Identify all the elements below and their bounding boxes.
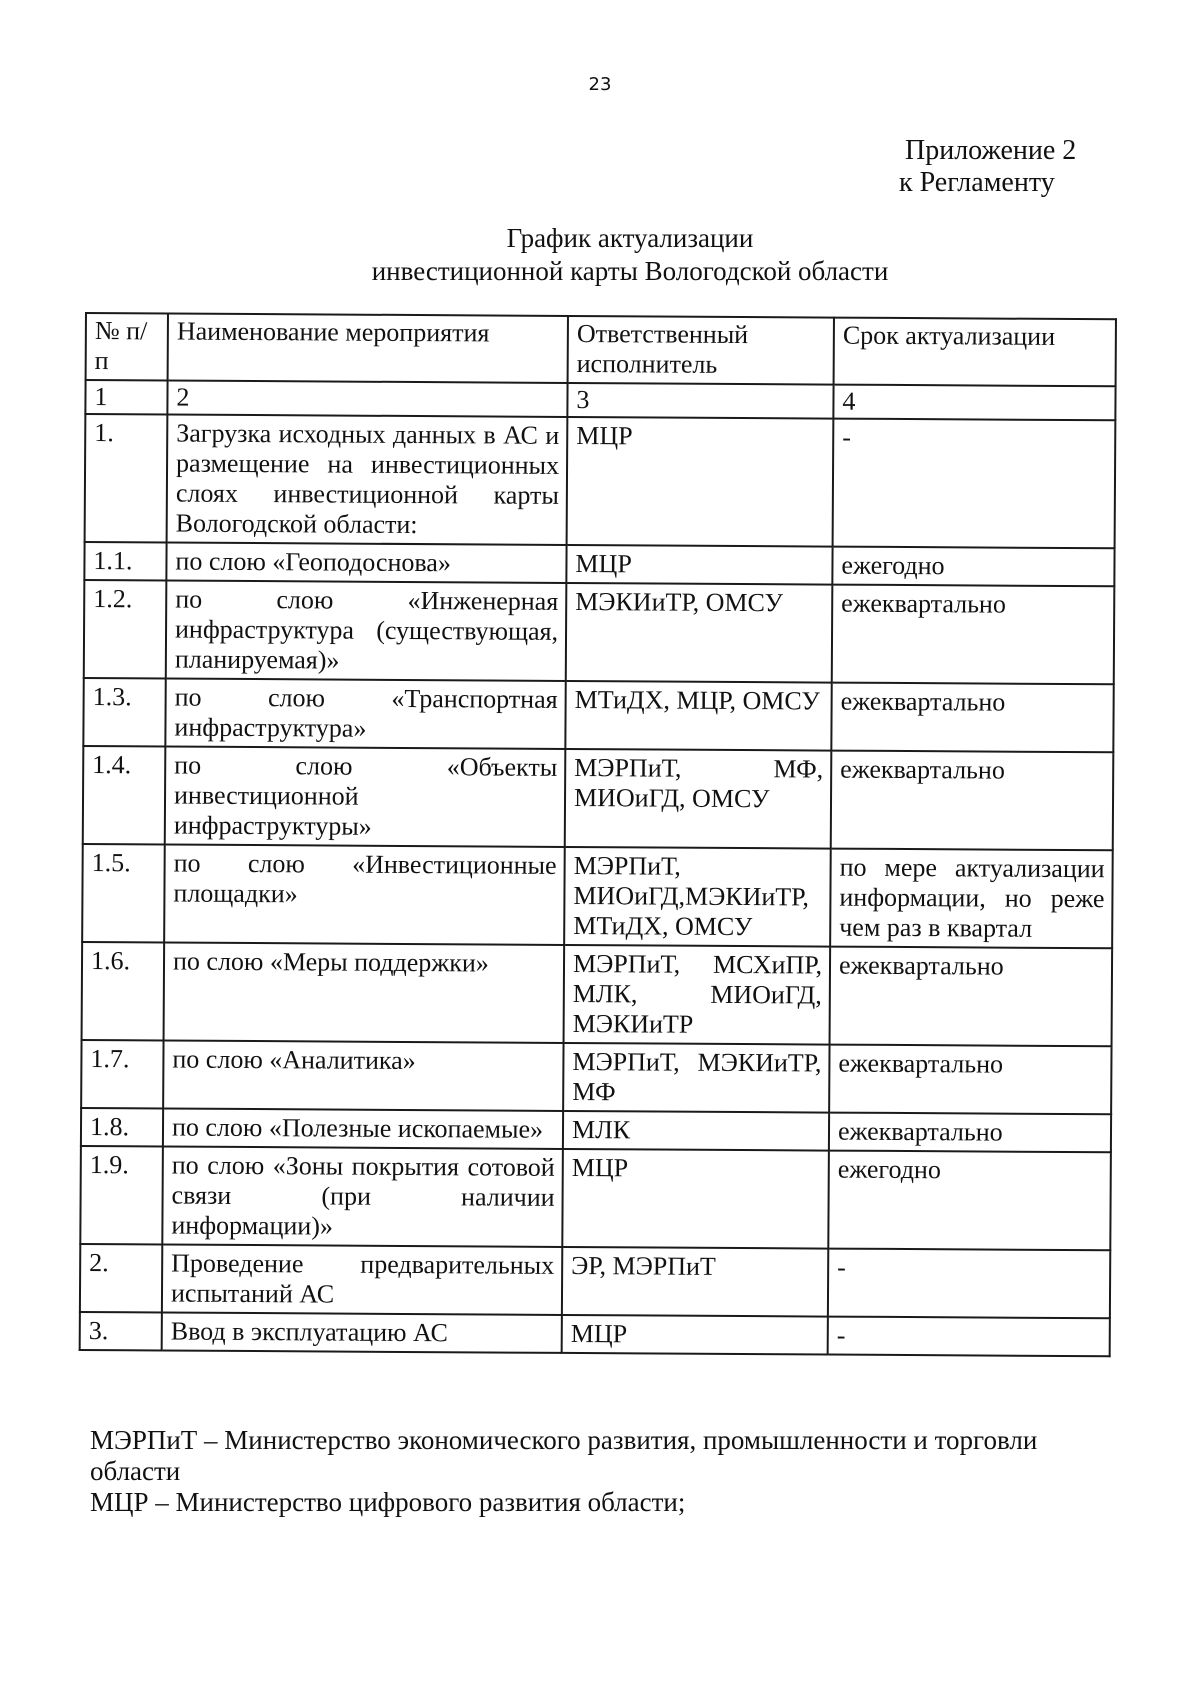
responsible-cell: МЦР [562,1315,828,1355]
table-row [83,678,1113,752]
table-row [80,1312,1110,1356]
header-number: № п/п [86,313,168,380]
table-header-row [86,313,1116,386]
row-number-cell: 1.4. [83,746,166,844]
event-name-cell: по слою «Геоподоснова» [166,543,566,583]
event-name-cell: по слою «Транспортная инфраструктура» [165,679,565,749]
table-row [81,1108,1111,1152]
term-cell: ежеквартально [831,683,1113,753]
table-row [81,1040,1111,1114]
row-number-cell: 1. [85,414,168,542]
row-number-cell: 1.6. [82,942,165,1040]
document-title [270,222,990,288]
event-name-cell: по слою «Инвестиционные площадки» [164,844,565,944]
column-number: 1 [85,380,167,415]
term-cell: - [833,419,1116,549]
row-number-cell: 1.3. [83,678,165,746]
event-name-cell: Ввод в эксплуатацию АС [162,1312,562,1352]
table-row [84,542,1114,586]
term-cell: - [828,1249,1110,1319]
header-event-name: Наименование мероприятия [168,314,568,383]
responsible-cell: МЛК [563,1111,829,1151]
event-name-cell: Загрузка исходных данных в АС и размещение на инвестиционных слоях инвестиционной карты Вологодской области: [167,415,568,545]
table-row [82,844,1113,948]
event-name-cell: по слою «Инженерная инфраструктура (существующая, планируемая)» [166,581,567,681]
responsible-cell: МТиДХ, МЦР, ОМСУ [565,681,831,751]
event-name-cell: по слою «Полезные ископаемые» [163,1108,563,1148]
title-line-2: инвестиционной карты Вологодской области [371,256,889,286]
row-number-cell: 1.1. [84,542,166,581]
table-row [80,1244,1110,1318]
table-row [82,942,1113,1046]
term-cell: ежеквартально [831,751,1114,851]
event-name-cell: по слою «Аналитика» [163,1040,563,1110]
table-row [84,580,1115,684]
term-cell: - [828,1317,1110,1357]
page-number: 23 [588,74,612,95]
column-number: 2 [167,381,567,417]
responsible-cell: МЦР [562,1149,829,1249]
responsible-cell: МЭРПиТ, МЭКИиТР, МФ [563,1043,829,1113]
term-cell: по мере актуализации информации, но реже чем раз в квартал [830,849,1113,949]
title-line-1: График актуализации [506,223,754,253]
responsible-cell: МЭКИиТР, ОМСУ [566,583,833,683]
row-number-cell: 1.8. [81,1108,163,1147]
term-cell: ежеквартально [832,585,1115,685]
legend-entry: МЦР – Министерство цифрового развития области; [90,1487,686,1517]
header-responsible: Ответственный исполнитель [568,316,834,385]
responsible-cell: ЭР, МЭРПиТ [562,1247,828,1317]
responsible-cell: МЭРПиТ, МФ, МИОиГД, ОМСУ [565,749,832,849]
event-name-cell: Проведение предварительных испытаний АС [162,1244,562,1314]
term-cell: ежеквартально [829,1113,1111,1153]
event-name-cell: по слою «Зоны покрытия сотовой связи (при наличии информации)» [162,1146,563,1246]
row-number-cell: 1.2. [84,580,167,678]
responsible-cell: МЭРПиТ, МИОиГД,МЭКИиТР, МТиДХ, ОМСУ [564,847,831,947]
responsible-cell: МЭРПиТ, МСХиПР, МЛК, МИОиГД, МЭКИиТР [564,945,831,1045]
row-number-cell: 1.5. [82,844,165,942]
event-name-cell: по слою «Меры поддержки» [164,942,565,1042]
schedule-table [79,312,1117,1357]
row-number-cell: 1.7. [81,1040,163,1108]
annex-line-2: к Регламенту [899,167,1055,198]
table-row [80,1146,1111,1250]
legend-entry: МЭРПиТ – Министерство экономического развития, промышленности и торговли области [90,1425,1038,1486]
term-cell: ежегодно [828,1151,1111,1251]
responsible-cell: МЦР [567,417,834,547]
responsible-cell: МЦР [566,545,832,585]
row-number-cell: 1.9. [80,1146,163,1244]
column-number: 3 [567,383,833,419]
term-cell: ежеквартально [830,947,1113,1047]
column-number: 4 [833,385,1115,421]
row-number-cell: 2. [80,1244,162,1312]
table-row [83,746,1114,850]
annex-line-1: Приложение 2 [905,135,1077,166]
event-name-cell: по слою «Объекты инвестиционной инфраструктуры» [165,746,566,846]
annex-reference [899,135,1077,199]
schedule-table-wrapper [79,312,1117,1357]
header-term: Срок актуализации [834,318,1116,387]
abbreviation-legend [90,1425,1125,1518]
table-row [85,414,1116,548]
term-cell: ежеквартально [829,1045,1111,1115]
term-cell: ежегодно [832,547,1114,587]
row-number-cell: 3. [80,1312,162,1351]
